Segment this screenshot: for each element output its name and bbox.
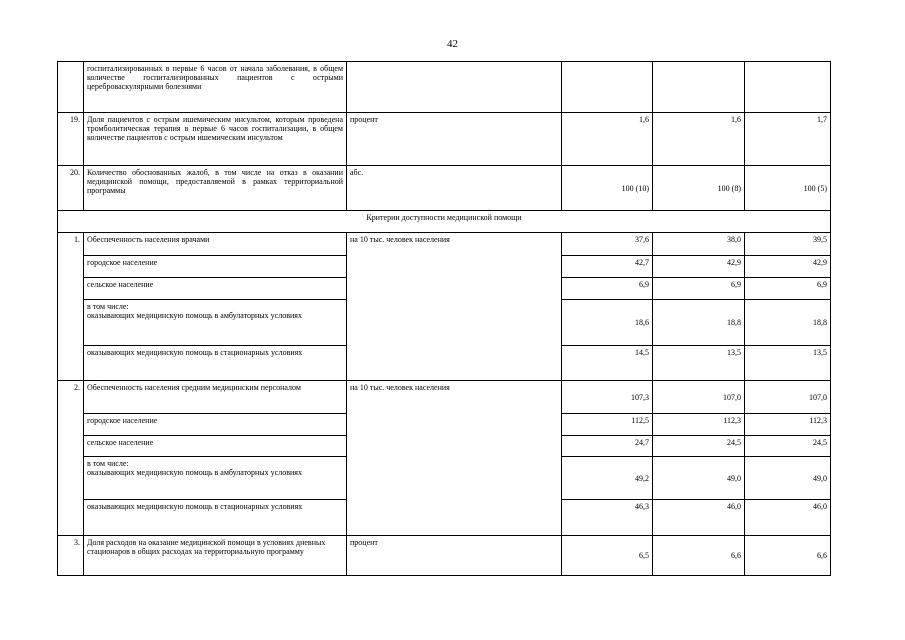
value-cell: 6,6 bbox=[745, 536, 831, 576]
table-row bbox=[58, 62, 831, 113]
value-cell: 1,6 bbox=[562, 113, 653, 166]
value-cell: 24,5 bbox=[653, 436, 745, 457]
unit-cell: абс. bbox=[347, 166, 562, 211]
value-cell: 42,9 bbox=[745, 256, 831, 278]
indicator-name bbox=[84, 457, 347, 500]
table-row bbox=[58, 381, 831, 414]
indicator-name bbox=[84, 300, 347, 346]
indicator-name: городское население bbox=[84, 414, 347, 436]
row-index: 1. bbox=[58, 233, 84, 381]
unit-cell: процент bbox=[347, 113, 562, 166]
unit-cell: на 10 тыс. человек населения bbox=[347, 233, 562, 381]
indicator-name: госпитализированных в первые 6 часов от начала заболевания, в общем количестве госпитализированных пациентов с острыми цереброваскулярными болезнями bbox=[84, 62, 347, 113]
value-cell: 6,5 bbox=[562, 536, 653, 576]
value-cell: 6,9 bbox=[562, 278, 653, 300]
value-cell: 18,6 bbox=[562, 300, 653, 346]
value-cell: 13,5 bbox=[745, 346, 831, 381]
value-cell: 46,3 bbox=[562, 500, 653, 536]
value-cell: 42,7 bbox=[562, 256, 653, 278]
unit-cell bbox=[347, 62, 562, 113]
indicator-name: Количество обоснованных жалоб, в том числе на отказ в оказании медицинской помощи, предоставляемой в рамках территориальной программы bbox=[84, 166, 347, 211]
value-cell: 13,5 bbox=[653, 346, 745, 381]
value-cell: 112,5 bbox=[562, 414, 653, 436]
unit-cell: процент bbox=[347, 536, 562, 576]
value-cell: 107,0 bbox=[653, 381, 745, 414]
row-index: 2. bbox=[58, 381, 84, 536]
value-cell: 100 (5) bbox=[745, 166, 831, 211]
value-cell: 100 (8) bbox=[653, 166, 745, 211]
value-cell: 107,0 bbox=[745, 381, 831, 414]
indicator-text: оказывающих медицинскую помощь в амбулаторных условиях bbox=[87, 468, 302, 477]
criteria-table bbox=[57, 61, 831, 576]
indicator-name: Обеспеченность населения врачами bbox=[84, 233, 347, 256]
page-number: 42 bbox=[447, 38, 458, 50]
table-row bbox=[58, 113, 831, 166]
table-row bbox=[58, 536, 831, 576]
indicator-name: Доля расходов на оказание медицинской помощи в условиях дневных стационаров в общих расходах на территориальную программу bbox=[84, 536, 347, 576]
value-cell: 14,5 bbox=[562, 346, 653, 381]
value-cell bbox=[653, 62, 745, 113]
table-row bbox=[58, 166, 831, 211]
section-title: Критерии доступности медицинской помощи bbox=[58, 211, 831, 233]
value-cell: 100 (10) bbox=[562, 166, 653, 211]
value-cell: 38,0 bbox=[653, 233, 745, 256]
row-index bbox=[58, 62, 84, 113]
indicator-prefix: в том числе: bbox=[87, 302, 129, 311]
row-index: 19. bbox=[58, 113, 84, 166]
value-cell: 107,3 bbox=[562, 381, 653, 414]
value-cell: 6,6 bbox=[653, 536, 745, 576]
value-cell: 1,7 bbox=[745, 113, 831, 166]
value-cell: 39,5 bbox=[745, 233, 831, 256]
value-cell: 112,3 bbox=[653, 414, 745, 436]
indicator-name: сельское население bbox=[84, 278, 347, 300]
indicator-name: оказывающих медицинскую помощь в стационарных условиях bbox=[84, 346, 347, 381]
indicator-name: Обеспеченность населения средним медицинским персоналом bbox=[84, 381, 347, 414]
value-cell: 37,6 bbox=[562, 233, 653, 256]
indicator-name: городское население bbox=[84, 256, 347, 278]
indicator-name: сельское население bbox=[84, 436, 347, 457]
section-row bbox=[58, 211, 831, 233]
indicator-name: оказывающих медицинскую помощь в стационарных условиях bbox=[84, 500, 347, 536]
value-cell: 24,7 bbox=[562, 436, 653, 457]
indicator-prefix: в том числе: bbox=[87, 459, 129, 468]
value-cell: 6,9 bbox=[745, 278, 831, 300]
value-cell: 46,0 bbox=[745, 500, 831, 536]
value-cell: 24,5 bbox=[745, 436, 831, 457]
value-cell: 1,6 bbox=[653, 113, 745, 166]
row-index: 3. bbox=[58, 536, 84, 576]
value-cell bbox=[562, 62, 653, 113]
value-cell bbox=[745, 62, 831, 113]
indicator-name: Доля пациентов с острым ишемическим инсультом, которым проведена тромболитическая терапия в первые 6 часов госпитализации, в общем количестве пациентов с острым ишемическим инсультом bbox=[84, 113, 347, 166]
table-row bbox=[58, 233, 831, 256]
value-cell: 46,0 bbox=[653, 500, 745, 536]
value-cell: 6,9 bbox=[653, 278, 745, 300]
row-index: 20. bbox=[58, 166, 84, 211]
value-cell: 49,2 bbox=[562, 457, 653, 500]
unit-cell: на 10 тыс. человек населения bbox=[347, 381, 562, 536]
value-cell: 18,8 bbox=[653, 300, 745, 346]
value-cell: 18,8 bbox=[745, 300, 831, 346]
value-cell: 49,0 bbox=[745, 457, 831, 500]
value-cell: 49,0 bbox=[653, 457, 745, 500]
value-cell: 42,9 bbox=[653, 256, 745, 278]
indicator-text: оказывающих медицинскую помощь в амбулаторных условиях bbox=[87, 311, 302, 320]
value-cell: 112,3 bbox=[745, 414, 831, 436]
